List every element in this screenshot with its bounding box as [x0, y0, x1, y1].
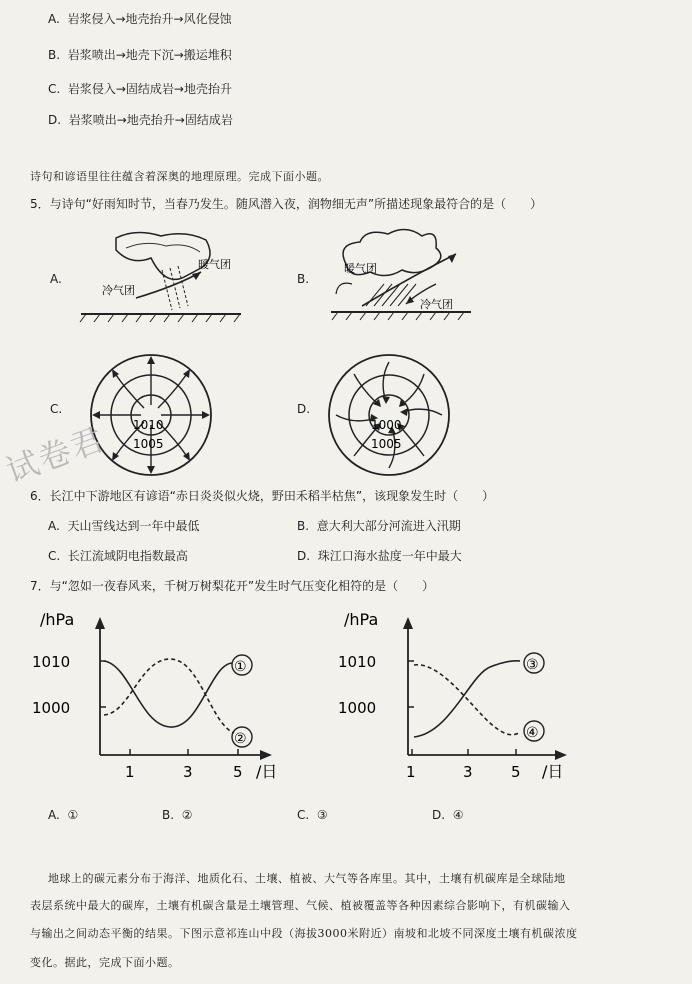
q5-stem: 5．与诗句“好雨知时节，当春乃发生。随风潜入夜，润物细无声”所描述现象最符合的是（ ） — [30, 197, 543, 211]
xtick-3-left: 3 — [183, 763, 193, 781]
q6-option-b: B. 意大利大部分河流进入汛期 — [297, 519, 461, 533]
poem-intro: 诗句和谚语里往往蕴含着深奥的地理原理。完成下面小题。 — [30, 170, 329, 183]
front-diagram-b — [326, 224, 476, 324]
xtick-1-left: 1 — [125, 763, 135, 781]
isobar-diagram-d — [324, 350, 454, 480]
xtick-3-right: 3 — [463, 763, 473, 781]
q7-option-d: D. ④ — [432, 808, 464, 822]
cold-air-label-a: 冷气团 — [102, 284, 135, 297]
x-axis-unit-left: /日 — [256, 762, 278, 781]
q5-option-a-letter: A. — [50, 272, 62, 286]
isobar-d-inner-label: 1000 — [371, 418, 402, 432]
passage-line-1: 地球上的碳元素分布于海洋、地质化石、土壤、植被、大气等各库里。其中，土壤有机碳库是全球陆地 — [48, 872, 566, 885]
curve-label-2: ② — [234, 731, 247, 747]
xtick-5-right: 5 — [511, 763, 521, 781]
passage-line-3: 与输出之间动态平衡的结果。下图示意祁连山中段（海拔3000米附近）南坡和北坡不同深度土壤有机碳浓度 — [30, 927, 578, 940]
watermark: 试卷君 — [1, 419, 111, 491]
q6-option-c: C. 长江流域阴电指数最高 — [48, 549, 188, 563]
q5-option-c-letter: C. — [50, 402, 63, 416]
front-diagram-a — [76, 228, 246, 324]
xtick-5-left: 5 — [233, 763, 243, 781]
q7-option-b: B. ② — [162, 808, 193, 822]
q4-option-b: B. 岩浆喷出→地壳下沉→搬运堆积 — [48, 48, 232, 62]
ytick-1000-left: 1000 — [32, 699, 71, 717]
passage-line-2: 表层系统中最大的碳库，土壤有机碳含量是土壤管理、气候、植被覆盖等各种因素综合影响下，有机碳输入 — [30, 899, 571, 912]
q7-option-a: A. ① — [48, 808, 79, 822]
q4-option-d: D. 岩浆喷出→地壳抬升→固结成岩 — [48, 113, 233, 127]
warm-air-label-a: 暖气团 — [198, 258, 231, 271]
y-axis-label-right: /hPa — [344, 610, 379, 629]
isobar-d-outer-label: 1005 — [371, 437, 402, 451]
q6-option-d: D. 珠江口海水盐度一年中最大 — [297, 549, 462, 563]
q7-stem: 7．与“忽如一夜春风来，千树万树梨花开”发生时气压变化相符的是（ ） — [30, 579, 435, 593]
passage-line-4: 变化。据此，完成下面小题。 — [30, 956, 180, 969]
q5-option-b-letter: B. — [297, 272, 310, 286]
cold-air-label-b: 冷气团 — [420, 298, 453, 311]
xtick-1-right: 1 — [406, 763, 416, 781]
isobar-c-outer-label: 1005 — [133, 437, 164, 451]
q7-option-c: C. ③ — [297, 808, 328, 822]
ytick-1000-right: 1000 — [338, 699, 377, 717]
curve-label-1: ① — [234, 659, 247, 675]
pressure-chart-right — [320, 605, 600, 795]
ytick-1010-left: 1010 — [32, 653, 71, 671]
curve-label-3: ③ — [526, 657, 539, 673]
q5-option-d-letter: D. — [297, 402, 311, 416]
x-axis-unit-right: /日 — [542, 762, 564, 781]
q4-option-a: A. 岩浆侵入→地壳抬升→风化侵蚀 — [48, 12, 232, 26]
curve-label-4: ④ — [526, 725, 539, 741]
q6-option-a: A. 天山雪线达到一年中最低 — [48, 519, 200, 533]
q4-option-c: C. 岩浆侵入→固结成岩→地壳抬升 — [48, 82, 232, 96]
y-axis-label-left: /hPa — [40, 610, 75, 629]
warm-air-label-b: 暖气团 — [344, 262, 377, 275]
pressure-chart-left — [20, 605, 310, 795]
q6-stem: 6．长江中下游地区有谚语“赤日炎炎似火烧，野田禾稻半枯焦”，该现象发生时（ ） — [30, 489, 495, 503]
isobar-c-inner-label: 1010 — [133, 418, 164, 432]
ytick-1010-right: 1010 — [338, 653, 377, 671]
isobar-diagram-c — [86, 350, 216, 480]
